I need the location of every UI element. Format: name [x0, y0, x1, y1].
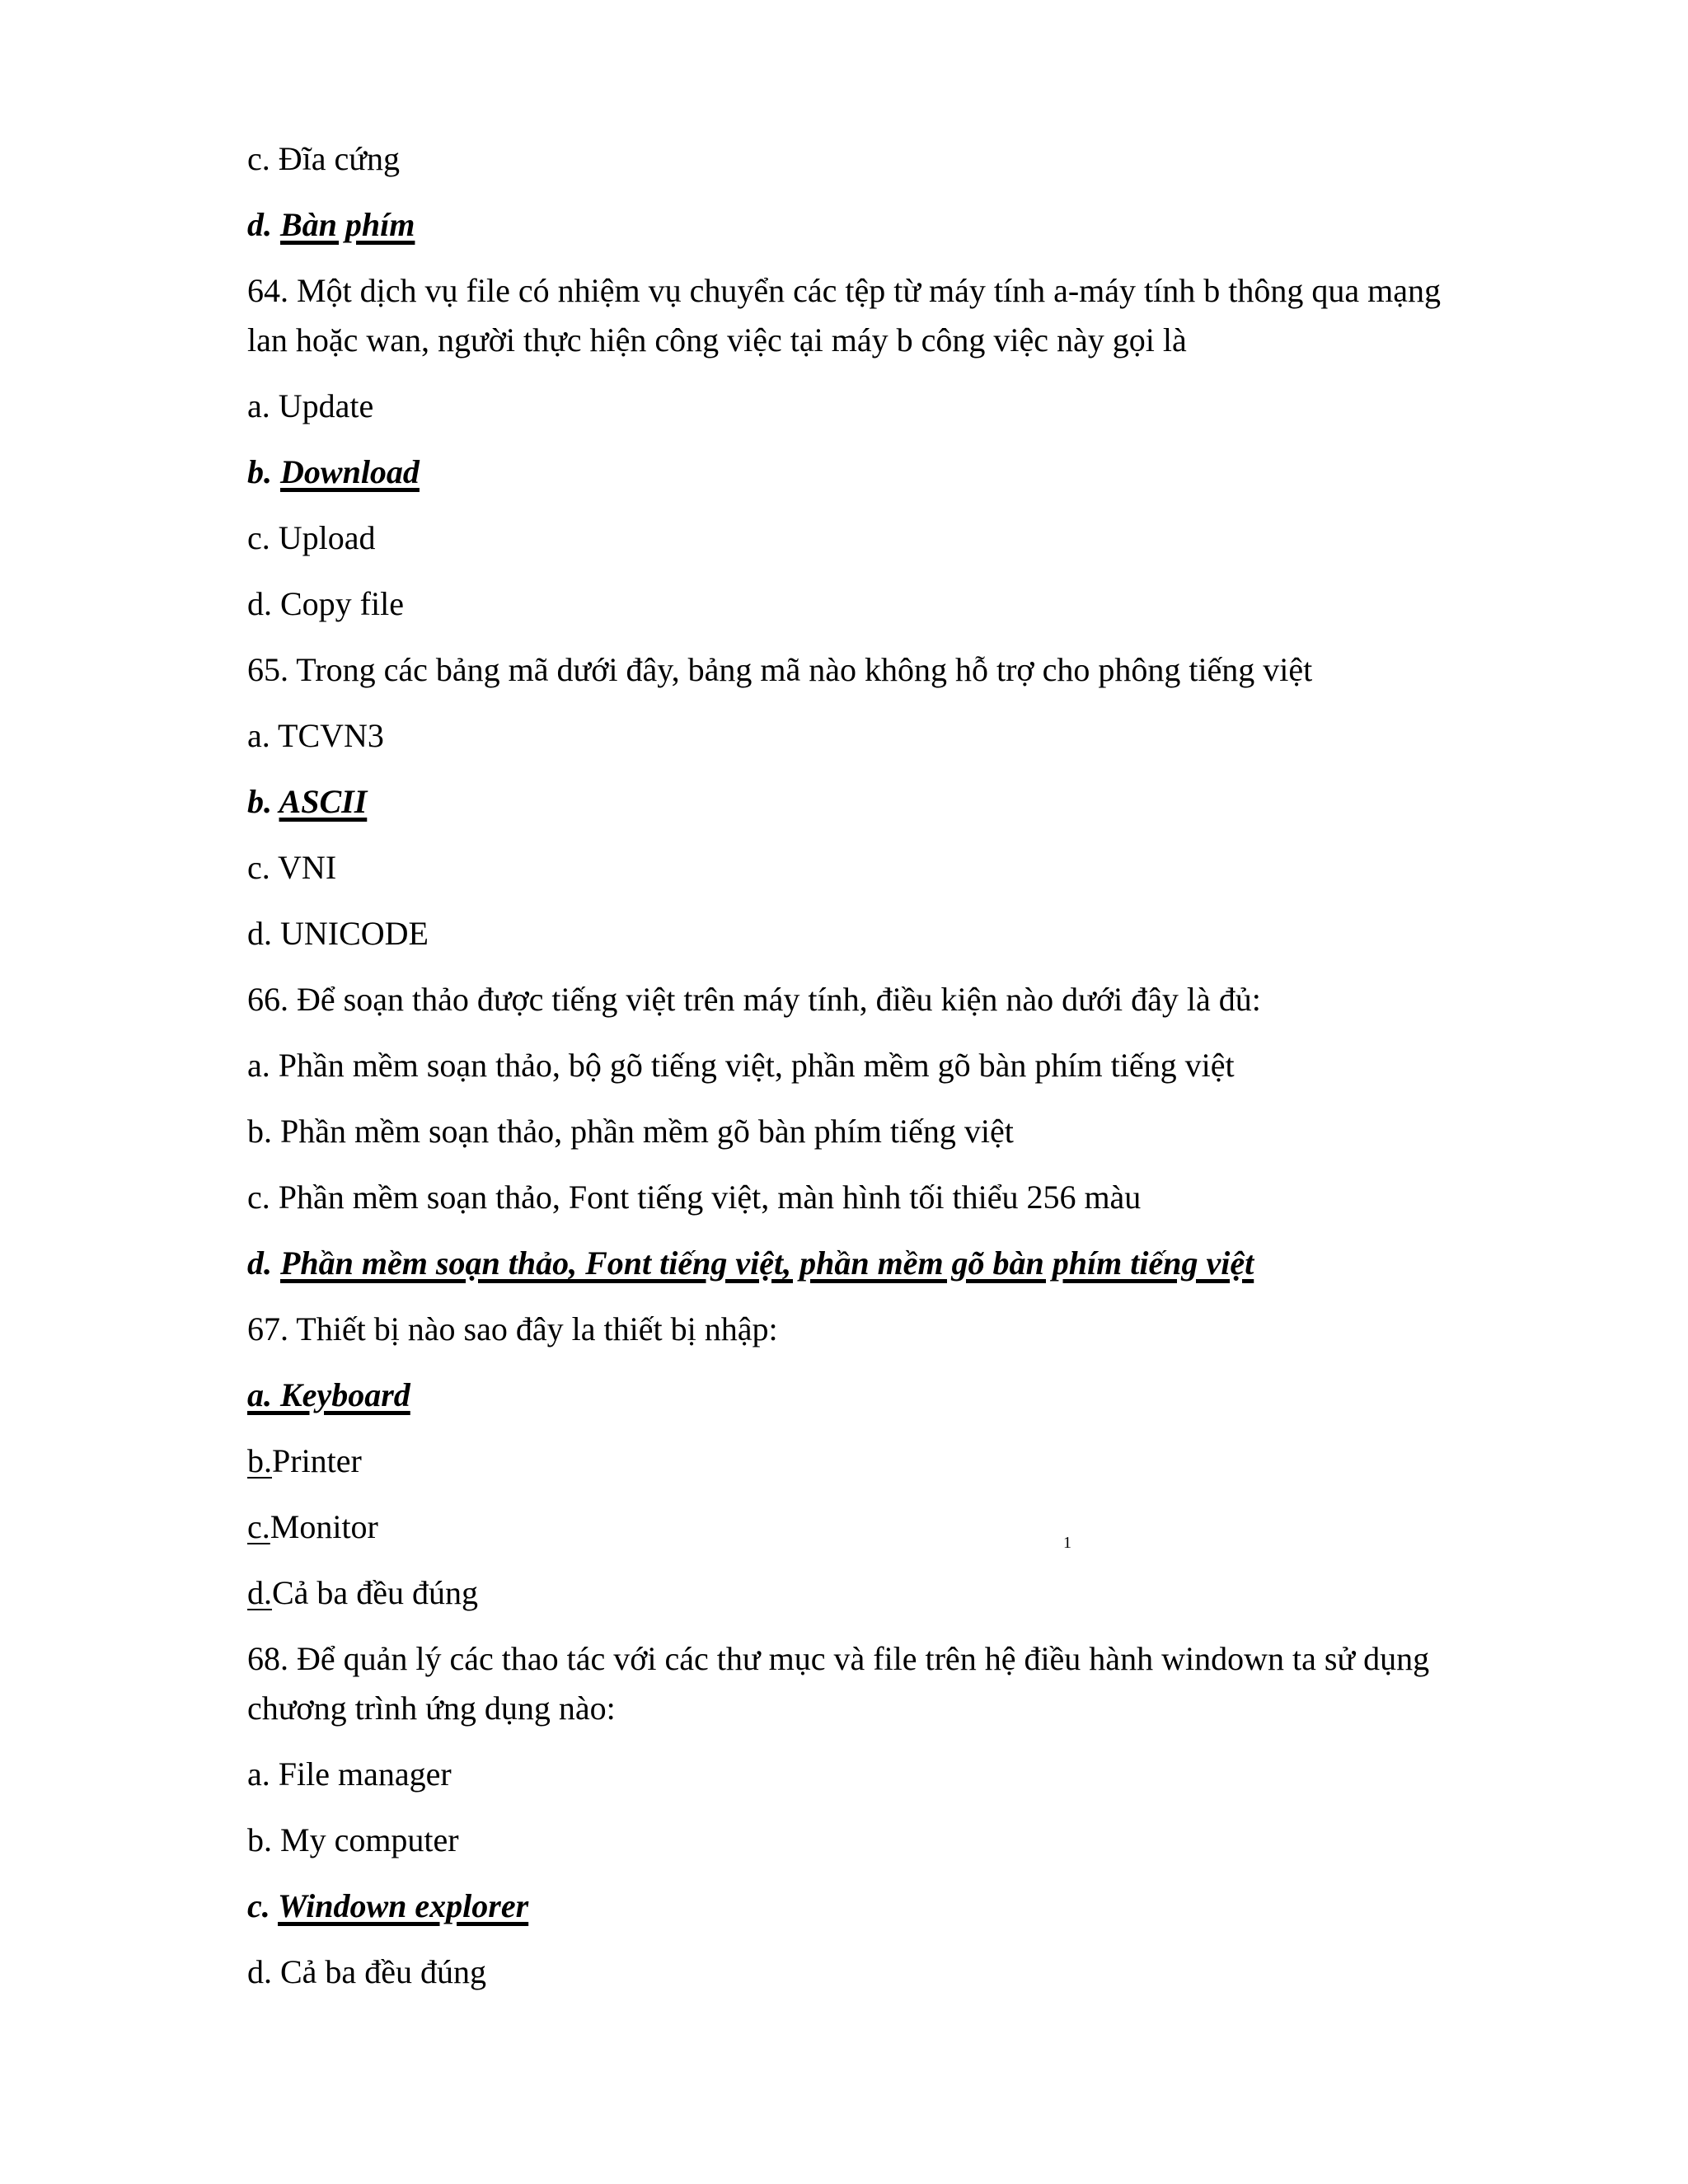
answer-d-q63: [247, 200, 415, 250]
option-text: Bàn phím: [280, 206, 415, 243]
option-text: Phần mềm soạn thảo, phần mềm gõ bàn phím tiếng việt: [280, 1113, 1014, 1150]
page-number-mark: 1: [1063, 1534, 1071, 1552]
option-prefix: b.: [247, 1821, 272, 1858]
option-text: Phần mềm soạn thảo, Font tiếng việt, phần mềm gõ bàn phím tiếng việt: [280, 1244, 1254, 1282]
option-prefix: b.: [247, 783, 272, 820]
question-68: 68. Để quản lý các thao tác với các thư mục và file trên hệ điều hành windown ta sử dụng chương trình ứng dụng nào:: [247, 1640, 1430, 1727]
option-text: Cả ba đều đúng: [280, 1953, 486, 1990]
option-prefix: d.: [247, 1953, 272, 1990]
option-text: Update: [278, 387, 374, 424]
answer-d-q66: [247, 1239, 1254, 1288]
option-prefix: b.: [247, 1113, 272, 1150]
option-c-q63: [247, 134, 400, 184]
option-prefix: a.: [247, 1755, 270, 1793]
option-text: Phần mềm soạn thảo, bộ gõ tiếng việt, phần mềm gõ bàn phím tiếng việt: [278, 1047, 1235, 1084]
option-prefix: a.: [247, 717, 270, 754]
option-prefix: d.: [247, 585, 272, 622]
option-prefix: c.: [247, 849, 270, 886]
option-text: Upload: [278, 519, 376, 556]
question-66: 66. Để soạn thảo được tiếng việt trên máy tính, điều kiện nào dưới đây là đủ:: [247, 981, 1261, 1018]
question-67: 67. Thiết bị nào sao đây la thiết bị nhập:: [247, 1310, 778, 1347]
option-d-q68: [247, 1947, 486, 1997]
option-a-q64: [247, 382, 373, 431]
option-prefix: c.: [247, 1179, 270, 1216]
answer-a-q67: [247, 1371, 410, 1420]
option-prefix: a.: [247, 387, 270, 424]
option-text: File manager: [278, 1755, 452, 1793]
option-a-q66: [247, 1041, 1235, 1090]
option-text: Đĩa cứng: [278, 140, 400, 177]
option-text: Keyboard: [280, 1376, 410, 1413]
option-text: Download: [280, 453, 420, 490]
option-text: Printer: [272, 1442, 362, 1479]
option-prefix: b.: [247, 1442, 272, 1479]
option-text: Monitor: [270, 1508, 378, 1545]
option-d-q65: [247, 909, 429, 958]
option-b-q68: [247, 1816, 459, 1865]
option-text: Phần mềm soạn thảo, Font tiếng việt, màn hình tối thiểu 256 màu: [278, 1179, 1142, 1216]
option-c-q64: [247, 513, 376, 563]
answer-text: [247, 1376, 410, 1413]
option-d-q64: [247, 579, 404, 629]
option-d-q67: [247, 1568, 478, 1618]
option-text: UNICODE: [280, 915, 429, 952]
option-text: Windown explorer: [278, 1887, 529, 1924]
option-b-q66: [247, 1107, 1014, 1156]
option-c-q65: [247, 843, 336, 893]
option-prefix: c.: [247, 1508, 270, 1545]
option-prefix: a.: [247, 1047, 270, 1084]
option-prefix: c.: [247, 140, 270, 177]
option-prefix: d.: [247, 206, 272, 243]
option-c-q66: [247, 1173, 1141, 1222]
option-prefix: b.: [247, 453, 272, 490]
answer-b-q65: [247, 777, 367, 827]
option-prefix: d.: [247, 1244, 272, 1282]
option-text: Copy file: [280, 585, 404, 622]
option-text: TCVN3: [278, 717, 384, 754]
option-text: Cả ba đều đúng: [272, 1574, 478, 1611]
option-prefix: d.: [247, 1574, 272, 1611]
option-text: My computer: [280, 1821, 459, 1858]
option-b-q67: [247, 1436, 362, 1486]
answer-c-q68: [247, 1882, 528, 1931]
option-c-q67: [247, 1502, 378, 1552]
option-text: VNI: [278, 849, 337, 886]
option-prefix: d.: [247, 915, 272, 952]
option-text: ASCII: [279, 783, 368, 820]
option-prefix: c.: [247, 519, 270, 556]
option-a-q68: [247, 1750, 452, 1799]
question-64: 64. Một dịch vụ file có nhiệm vụ chuyển các tệp từ máy tính a-máy tính b thông qua mạng lan hoặc wan, người thực hiện công việc tại máy b công việc này gọi là: [247, 272, 1442, 359]
option-a-q65: [247, 711, 384, 761]
option-prefix: c.: [247, 1887, 270, 1924]
answer-b-q64: [247, 448, 420, 497]
option-prefix: a.: [247, 1376, 272, 1413]
question-65: 65. Trong các bảng mã dưới đây, bảng mã nào không hỗ trợ cho phông tiếng việt: [247, 651, 1313, 688]
